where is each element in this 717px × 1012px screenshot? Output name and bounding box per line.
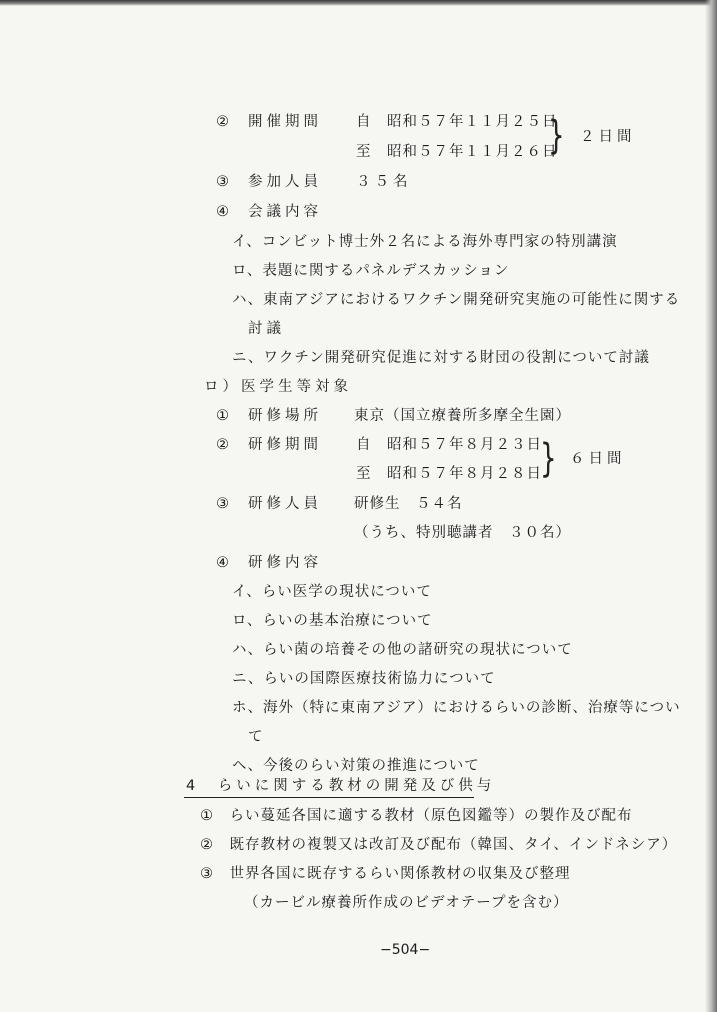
item-label: 開催期間	[248, 114, 322, 130]
item-number: ②	[216, 437, 230, 453]
page-number: −504−	[380, 942, 431, 958]
content-line: 討議	[248, 321, 285, 337]
content-line: て	[248, 729, 264, 745]
scan-edge-right	[705, 0, 717, 1012]
period-to: 至 昭和５７年１１月２６日	[356, 144, 558, 160]
period-days: ６日間	[570, 451, 626, 467]
material-item: ① らい蔓延各国に適する教材（原色図鑑等）の製作及び配布	[200, 808, 633, 824]
item-number: ④	[216, 204, 230, 220]
content-line: ハ、らい菌の培養その他の諸研究の現状について	[232, 642, 573, 658]
content-line: ホ、海外（特に東南アジア）におけるらいの診断、治療等につい	[232, 700, 681, 716]
trainee-note: （うち、特別聴講者 ３０名）	[354, 525, 571, 541]
training-location: 東京（国立療養所多摩全生園）	[354, 408, 571, 424]
content-line: ヘ、今後のらい対策の推進について	[232, 758, 480, 774]
period-from: 自 昭和５７年８月２３日	[356, 437, 542, 453]
content-line: イ、らい医学の現状について	[232, 584, 432, 600]
item-number: ④	[216, 555, 230, 571]
material-item: ② 既存教材の複製又は改訂及び配布（韓国、タイ、インドネシア）	[200, 837, 678, 853]
item-label: 研修内容	[248, 555, 322, 571]
item-number: ②	[216, 114, 230, 130]
item-number: ①	[216, 408, 230, 424]
period-days: ２日間	[580, 129, 636, 145]
item-number: ③	[216, 174, 230, 190]
trainee-count: 研修生 ５４名	[354, 496, 463, 512]
scan-edge-top	[0, 0, 717, 6]
item-label: 研修人員	[248, 496, 322, 512]
material-note: （カービル療養所作成のビデオテープを含む）	[244, 895, 569, 911]
section-underline	[184, 797, 474, 798]
period-brace: }	[540, 437, 557, 482]
content-line: ニ、らいの国際医療技術協力について	[232, 671, 496, 687]
item-label: 参加人員	[248, 174, 322, 190]
material-item: ③ 世界各国に既存するらい関係教材の収集及び整理	[200, 866, 571, 882]
period-from: 自 昭和５７年１１月２５日	[356, 114, 558, 130]
item-label: 研修場所	[248, 408, 322, 424]
content-line: ハ、東南アジアにおけるワクチン開発研究実施の可能性に関する	[232, 292, 681, 308]
content-line: イ、コンビット博士外２名による海外専門家の特別講演	[232, 234, 618, 250]
item-number: ③	[216, 496, 230, 512]
participants-value: ３５名	[356, 174, 412, 190]
section-heading: 4 らいに関する教材の開発及び供与	[186, 778, 496, 794]
content-line: ロ、らいの基本治療について	[232, 613, 433, 629]
period-brace: }	[548, 114, 565, 159]
period-to: 至 昭和５７年８月２８日	[356, 466, 542, 482]
item-label: 会議内容	[248, 204, 322, 220]
content-line: ロ、表題に関するパネルデスカッション	[232, 263, 510, 279]
item-label: 研修期間	[248, 437, 322, 453]
content-line: ニ、ワクチン開発研究促進に対する財団の役割について討議	[232, 350, 650, 366]
section-heading: ロ）医学生等対象	[204, 379, 352, 395]
